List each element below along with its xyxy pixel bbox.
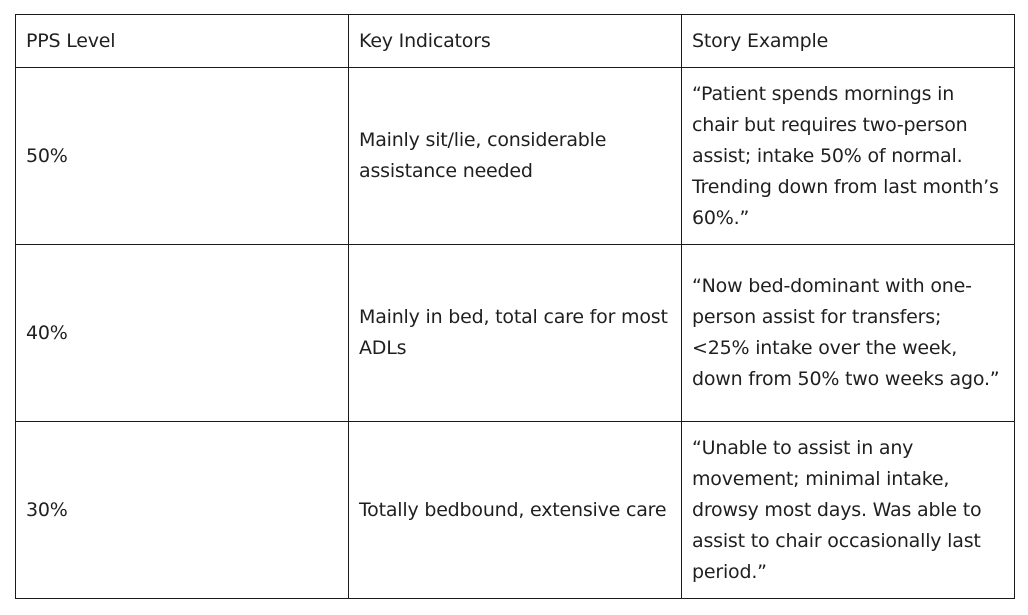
story-example-cell: “Now bed-dominant with one-person assist for transfers; <25% intake over the week, down from 50% two weeks ago.”: [682, 245, 1015, 422]
header-row: [16, 15, 1015, 68]
pps-table: [15, 14, 1015, 599]
header-pps-level: PPS Level: [16, 15, 349, 68]
pps-level-cell: 50%: [16, 68, 349, 245]
story-example-cell: “Unable to assist in any movement; minimal intake, drowsy most days. Was able to assist to chair occasionally last period.”: [682, 422, 1015, 599]
pps-level-cell: 30%: [16, 422, 349, 599]
header-story-example: Story Example: [682, 15, 1015, 68]
table-row: [16, 422, 1015, 599]
key-indicators-cell: Mainly sit/lie, considerable assistance needed: [349, 68, 682, 245]
table-header: [16, 15, 1015, 68]
table-row: [16, 68, 1015, 245]
story-example-cell: “Patient spends mornings in chair but requires two-person assist; intake 50% of normal. Trending down from last month’s 60%.”: [682, 68, 1015, 245]
table-row: [16, 245, 1015, 422]
header-key-indicators: Key Indicators: [349, 15, 682, 68]
key-indicators-cell: Mainly in bed, total care for most ADLs: [349, 245, 682, 422]
pps-level-cell: 40%: [16, 245, 349, 422]
key-indicators-cell: Totally bedbound, extensive care: [349, 422, 682, 599]
table-body: [16, 68, 1015, 599]
